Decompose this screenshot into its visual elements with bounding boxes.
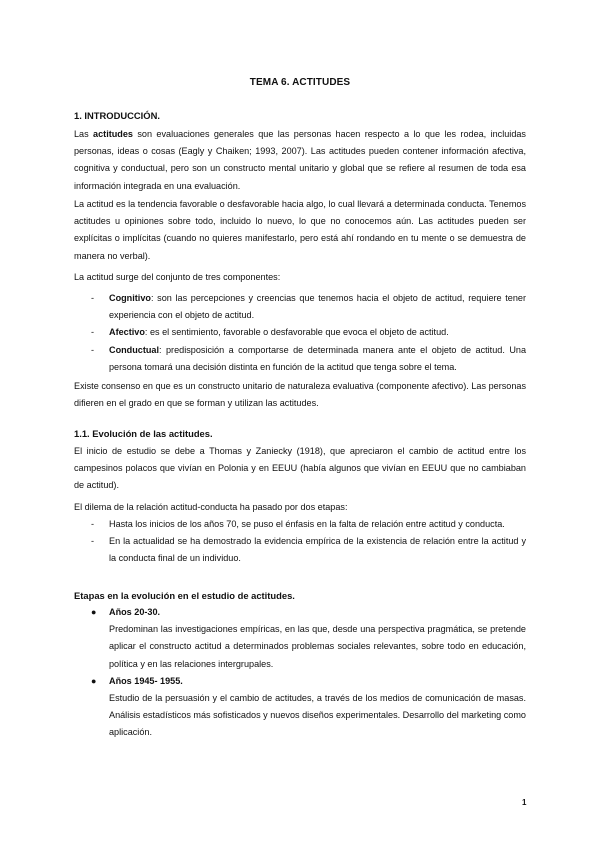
list-item: - Hasta los inicios de los años 70, se puso el énfasis en la falta de relación entre actitud y conducta. xyxy=(91,519,505,529)
list-item: - Conductual: predisposición a comportarse de determinada manera ante el objeto de actitud. Una persona tomará una decisión distinta en función de la actitud que tenga sobre el tema. xyxy=(91,344,526,372)
section-heading-evolucion: 1.1. Evolución de las actitudes. xyxy=(74,428,213,439)
intro-paragraph-3: La actitud surge del conjunto de tres componentes: xyxy=(74,272,281,282)
list-item: - Afectivo: es el sentimiento, favorable o desfavorable que evoca el objeto de actitud. xyxy=(91,327,449,338)
stages-list xyxy=(74,516,526,568)
etapas-list xyxy=(74,604,526,742)
components-list xyxy=(74,290,526,376)
list-item: ● Años 1945- 1955. Estudio de la persuasión y el cambio de actitudes, a través de los medios de comunicación de masas. Análisis estadísticos más sofisticados y nuevos diseños experimentales. Desarrollo del marketing como aplicación. xyxy=(74,673,526,742)
list-item: ● Años 20-30. Predominan las investigaciones empíricas, en las que, desde una perspectiva pragmática, se pretende aplicar el constructo actitud a determinados problemas sociales relevantes, sobre todo en educación, política y en las relaciones intergrupales. xyxy=(74,604,526,673)
section-heading-etapas: Etapas en la evolución en el estudio de actitudes. xyxy=(74,590,295,601)
intro-paragraph-4: Existe consenso en que es un constructo unitario de naturaleza evaluativa (componente afectivo). Las personas difieren en el grado en que se forman y utilizan las actitudes. xyxy=(74,381,526,409)
bullet-icon: ● xyxy=(91,675,97,686)
intro-paragraph-1: Las actitudes son evaluaciones generales que las personas hacen respecto a lo que les rodea, incluidas personas, ideas o cosas (Eagly y Chaiken; 1993, 2007). Las actitudes pueden contener información afectiva, cognitiva y conductual, pero son un constructo mental unitario y global que se refiere al resumen de toda esa información integrada en una evaluación. xyxy=(74,129,526,191)
section-heading-introduccion: 1. INTRODUCCIÓN. xyxy=(74,110,160,121)
bullet-icon: ● xyxy=(91,607,97,617)
page-number: 1 xyxy=(522,798,527,807)
list-item: - Cognitivo: son las percepciones y creencias que tenemos hacia el objeto de actitud, requiere tener experiencia con el objeto de actitud. xyxy=(91,293,526,321)
evolution-paragraph-1: El inicio de estudio se debe a Thomas y Zaniecky (1918), que apreciaron el cambio de actitud entre los campesinos polacos que vivían en Polonia y en EEUU (había algunos que vivían en EEUU que no cambiaban de actitud). xyxy=(74,446,526,491)
evolution-paragraph-2: El dilema de la relación actitud-conducta ha pasado por dos etapas: xyxy=(74,502,348,512)
intro-paragraph-2: La actitud es la tendencia favorable o desfavorable hacia algo, lo cual llevará a determinada conducta. Tenemos actitudes u opiniones sobre todo, incluido lo nuevo, lo que no conocemos aún. Las actitudes pueden ser explícitas o implícitas (cuando no quieres manifestarlo, pero está ahí rondando en tu mente o se demuestra de manera no verbal). xyxy=(74,199,526,261)
term-actitudes: actitudes xyxy=(93,129,133,139)
list-item: - En la actualidad se ha demostrado la evidencia empírica de la existencia de relación entre la actitud y la conducta final de un individuo. xyxy=(91,536,526,564)
document-page xyxy=(74,0,526,848)
page-title: TEMA 6. ACTITUDES xyxy=(249,77,351,88)
